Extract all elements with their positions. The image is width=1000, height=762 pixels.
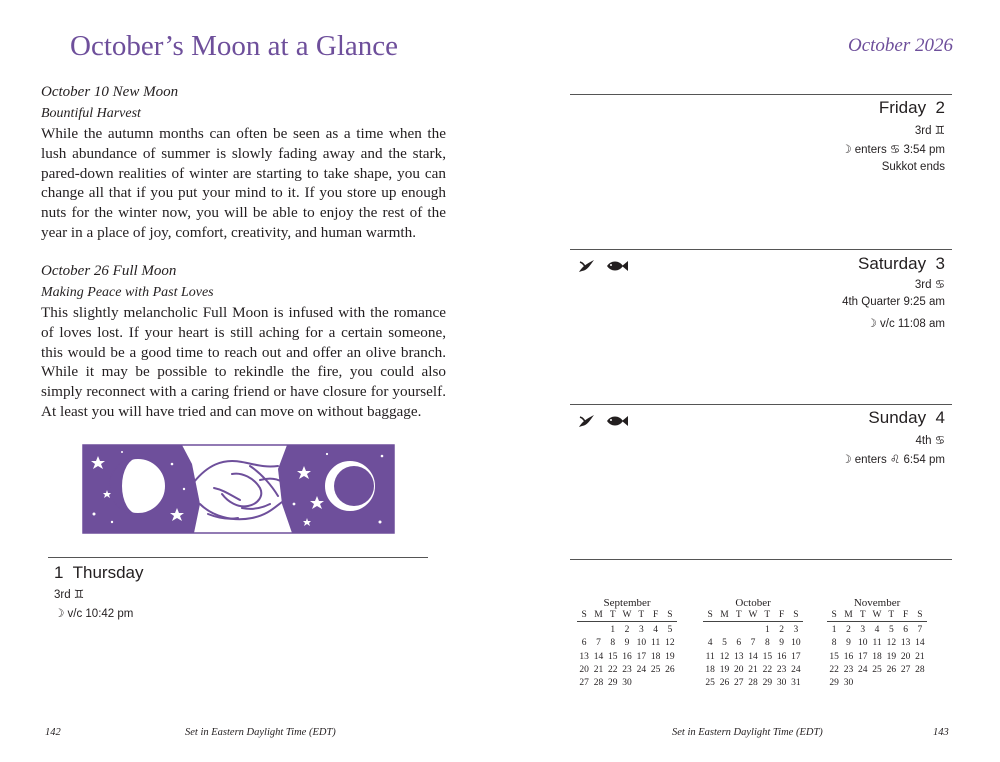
new-moon-heading: October 10 New Moon [41,84,179,100]
calendar-day: 7 [750,638,756,649]
calendar-week-row [577,637,677,650]
calendar-day: 25 [872,664,882,675]
fish-icon [605,259,629,278]
calendar-day [870,677,884,690]
moon-phase-line [915,433,945,447]
calendar-day: 26 [719,678,730,689]
calendar-day: 8 [610,638,616,649]
day-header-saturday [858,254,945,274]
calendar-day [591,624,605,637]
weekday-label: S [917,610,923,620]
day-divider-1 [48,557,428,558]
calendar-day: 11 [651,638,661,649]
handshake-illustration [82,444,395,534]
moon-phase-line [915,277,945,291]
calendar-day: 18 [705,664,715,675]
calendar-day: 7 [596,638,601,649]
page-number-right: 143 [933,727,949,738]
calendar-weekday-row [827,610,927,622]
footer-timezone-left: Set in Eastern Daylight Time (EDT) [185,727,336,738]
calendar-day: 18 [872,651,882,662]
page-title: October’s Moon at a Glance [70,30,399,62]
weekday-label: S [707,610,713,620]
calendar-day: 24 [791,664,801,675]
gemini-icon: ♊ [73,589,85,601]
calendar-day [648,677,662,690]
calendar-day: 15 [607,651,618,662]
calendar-day: 7 [917,625,923,635]
mini-calendar-october [703,597,803,690]
calendar-week-row [827,677,927,690]
day-name: Thursday [72,563,144,582]
day-divider-2 [570,249,952,250]
calendar-day: 11 [872,638,882,649]
full-moon-text: This slightly melancholic Full Moon is infused with the romance of loves lost. If your heart is still aching for a certain someone, this would be a good time to reach out and offer an olive branch. While it may be possible to rekindle the fire, you could also simply reconnect with a caring friend or have closure for yourself. At least you will have tried and can move on without baggage. [41,304,446,420]
calendar-day: 3 [638,625,644,635]
calendar-day: 8 [831,638,837,649]
weekday-label: F [652,610,659,620]
calendar-day: 2 [624,625,630,635]
weekday-label: T [764,610,771,620]
calendar-day: 12 [886,638,897,649]
calendar-day: 22 [762,664,773,675]
new-moon-subheading: Bountiful Harvest [41,106,141,121]
calendar-week-row [827,637,927,650]
moon-icon: ☽ [841,144,852,156]
calendar-day: 22 [607,664,618,675]
calendar-day: 20 [900,651,911,662]
calendar-day: 29 [762,678,773,689]
calendar-day [746,624,760,637]
calendar-day: 4 [874,625,880,635]
calendar-day: 31 [791,678,801,689]
weekday-label: S [831,610,837,620]
gemini-icon: ♊ [934,125,945,137]
calendar-day: 29 [829,678,839,689]
calendar-day: 14 [593,651,604,662]
moon-phase: 4th [915,435,932,447]
calendar-day: 8 [764,638,770,649]
void-of-course: v/c 11:08 am [880,318,945,330]
enters-time: 6:54 pm [903,454,945,466]
calendar-day: 28 [748,678,758,689]
calendar-month-title: October [735,597,771,609]
full-moon-subheading: Making Peace with Past Loves [41,285,214,300]
calendar-day: 16 [843,651,854,662]
calendar-day [663,677,677,690]
calendar-day: 1 [610,625,616,635]
day-divider-top [570,94,952,95]
holiday-note: Sukkot ends [881,161,945,173]
footer-timezone-right: Set in Eastern Daylight Time (EDT) [672,727,823,738]
calendar-week-row [703,664,803,677]
calendar-day: 27 [579,678,589,689]
cancer-icon: ♋ [934,279,945,291]
weekday-label: M [720,610,729,620]
calendar-day: 22 [829,664,839,675]
calendar-day: 3 [793,625,799,635]
calendar-day: 1 [764,625,770,635]
day-header-friday [879,98,945,118]
moon-phase: 3rd [54,589,71,601]
calendar-day: 27 [900,664,911,675]
calendar-day: 29 [607,678,618,689]
calendar-day: 6 [581,638,587,649]
calendar-day: 16 [776,651,787,662]
calendar-day: 27 [733,678,744,689]
moon-ingress-line [841,142,945,156]
calendar-day: 24 [857,664,868,675]
calendar-day: 18 [650,651,661,662]
day-name: Sunday [868,408,927,427]
day-header-sunday [868,408,945,428]
calendar-day: 4 [707,638,713,649]
enters-label: enters [854,454,887,466]
calendar-day: 24 [636,664,647,675]
calendar-day: 17 [791,651,801,662]
calendar-month-title: September [603,597,651,609]
calendar-month-title: November [853,597,901,609]
calendar-week-row [827,664,927,677]
calendar-day: 28 [915,664,925,675]
enters-label: enters [854,144,887,156]
void-of-course-line [54,606,133,620]
calendar-day: 3 [860,625,866,635]
calendar-day: 26 [665,664,675,675]
moon-ingress-line [841,452,945,466]
weekday-label: W [748,610,758,620]
calendar-day: 5 [888,625,894,635]
calendar-day [634,677,648,690]
calendar-day: 25 [705,678,715,689]
calendar-day: 10 [636,638,647,649]
calendar-day: 30 [776,678,787,689]
weekday-label: M [844,610,853,620]
weekday-label: M [594,610,603,620]
calendar-day: 15 [762,651,773,662]
calendar-day: 25 [650,664,661,675]
calendar-day: 30 [622,678,632,689]
cancer-icon: ♋ [934,435,945,447]
full-moon-heading: October 26 Full Moon [41,263,177,279]
calendar-day: 13 [579,651,589,662]
new-moon-text: While the autumn months can often be seen as a time when the lush abundance of summer is slowly fading away and the stark, pared-down realities of winter are starting to take shape, you can change all that if you put your mind to it. If you store up enough nuts for the winter now, you will be able to enjoy the rest of the year in a place of joy, comfort, creativity, and human warmth. [41,125,446,241]
calendar-day: 21 [593,664,604,675]
calendar-day: 4 [653,625,658,635]
calendar-day: 20 [579,664,589,675]
calendar-day: 13 [900,638,911,649]
calendar-day: 6 [736,638,742,649]
calendar-day: 5 [667,625,673,635]
calendar-day: 9 [624,638,630,649]
moon-icon: ☽ [866,318,877,330]
calendar-weekday-row [577,610,677,622]
calendar-day: 15 [829,651,839,662]
mini-calendar-september [577,597,677,690]
calendar-day: 2 [779,625,784,635]
calendar-day: 14 [748,651,758,662]
day-header-thursday [54,563,143,583]
calendar-weekday-row [703,610,803,622]
calendar-week-row [703,677,803,690]
leo-icon: ♌ [889,454,901,466]
calendar-day [898,677,912,690]
calendar-week-row [827,651,927,664]
calendar-week-row [577,664,677,677]
calendar-day: 10 [791,638,801,649]
calendar-week-row [703,651,803,664]
calendar-day [577,624,591,637]
calendar-day: 12 [719,651,730,662]
calendar-day: 19 [665,651,675,662]
calendar-day: 20 [733,664,744,675]
calendar-day [732,624,746,637]
calendar-week-row [703,637,803,650]
calendar-day: 23 [843,664,854,675]
moon-phase-line [915,123,945,137]
weekday-label: F [778,610,785,620]
calendar-day: 12 [665,638,675,649]
weekday-label: W [872,610,882,620]
calendar-day: 1 [831,625,837,635]
calendar-day: 23 [776,664,787,675]
calendar-day: 23 [622,664,632,675]
void-of-course: v/c 10:42 pm [67,608,134,620]
moon-icon: ☽ [841,454,852,466]
moon-phase: 3rd [914,279,932,291]
calendar-day: 17 [636,651,647,662]
calendar-day: 2 [846,625,851,635]
calendar-day: 21 [915,651,925,662]
moon-icon: ☽ [54,608,65,620]
weekday-label: S [667,610,673,620]
calendar-day: 26 [886,664,897,675]
calendar-day: 5 [722,638,727,649]
calendar-day: 19 [719,664,730,675]
weekday-label: T [859,610,866,620]
calendar-day [856,677,870,690]
weekday-label: T [735,610,742,620]
calendar-day: 13 [733,651,744,662]
day-name: Friday [878,98,927,117]
day-number: 1 [54,563,64,582]
calendar-week-row [577,651,677,664]
void-of-course-line [866,316,945,330]
calendar-day [717,624,731,637]
enters-time: 3:54 pm [903,144,945,156]
calendar-day: 11 [705,651,715,662]
calendar-day: 17 [857,651,868,662]
day-name: Saturday [858,254,927,273]
weekday-label: T [609,610,616,620]
leaf-icon [578,413,596,434]
calendar-day: 14 [915,638,925,649]
day-divider-bottom [570,559,952,560]
calendar-week-row [577,624,677,637]
calendar-day: 19 [886,651,897,662]
weekday-label: T [888,610,895,620]
calendar-day: 16 [622,651,632,662]
day-number: 3 [935,254,945,273]
weekday-label: S [581,610,587,620]
page-number-left: 142 [45,727,61,738]
leaf-icon [578,258,596,279]
calendar-day: 21 [748,664,758,675]
weekday-label: W [622,610,632,620]
fish-icon [605,414,629,433]
calendar-day: 28 [593,678,604,689]
calendar-day [703,624,717,637]
day-number: 4 [935,408,945,427]
calendar-day: 6 [903,625,908,635]
calendar-week-row [577,677,677,690]
quarter-line: 4th Quarter 9:25 am [842,296,945,308]
calendar-day [884,677,898,690]
weekday-label: F [902,610,909,620]
calendar-week-row [827,624,927,637]
weekday-label: S [793,610,799,620]
calendar-day: 9 [846,638,851,649]
mini-calendar-november [827,597,927,690]
moon-phase-line [54,587,84,601]
calendar-day: 30 [843,678,854,689]
month-title: October 2026 [847,35,953,56]
calendar-day [913,677,927,690]
moon-phase: 3rd [914,125,932,137]
day-number: 2 [935,98,945,117]
calendar-week-row [703,624,803,637]
calendar-day: 9 [779,638,784,649]
day-divider-3 [570,404,952,405]
weekday-label: T [638,610,645,620]
calendar-day: 10 [857,638,868,649]
cancer-icon: ♋ [889,144,901,156]
